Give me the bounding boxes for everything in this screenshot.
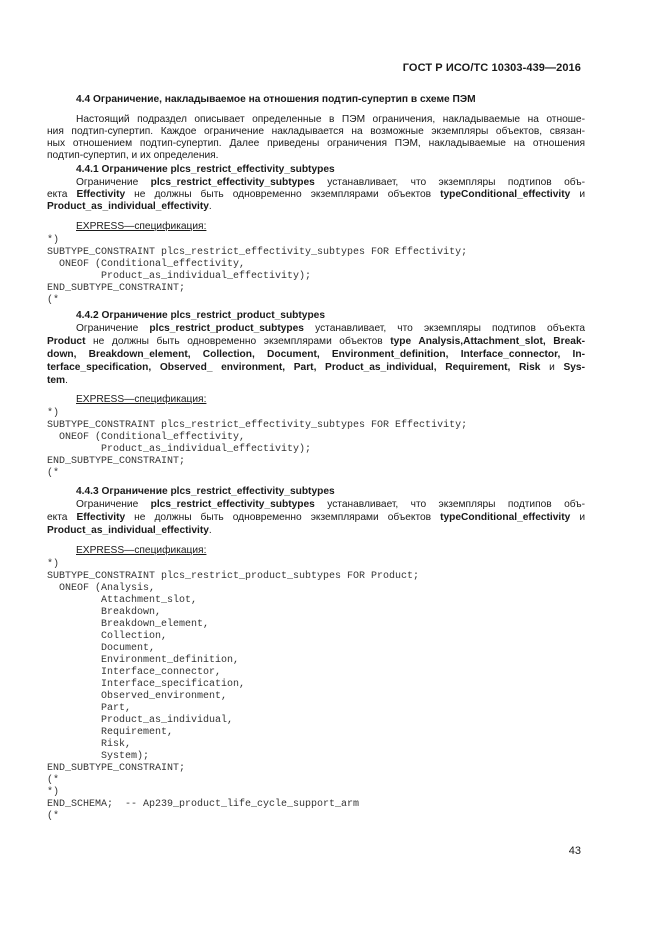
code-line: Collection,: [47, 631, 168, 642]
s3-line-2: екта Effectivity не должны быть одновременно экземплярами объектов typeConditional_effectivity и: [47, 512, 586, 523]
s3-line-1: Ограничение plcs_restrict_effectivity_subtypes устанавливает, что экземпляры подтипов объ-: [76, 499, 586, 510]
s1-line-1: Ограничение plcs_restrict_effectivity_subtypes устанавливает, что экземпляры подтипов объ-: [76, 177, 586, 188]
code-line: *): [47, 787, 60, 798]
code-line: END_SUBTYPE_CONSTRAINT;: [47, 456, 186, 467]
code-line: SUBTYPE_CONSTRAINT plcs_restrict_effectivity_subtypes FOR Effectivity;: [47, 247, 468, 258]
s3-express-label: EXPRESS—спецификация:: [76, 545, 207, 556]
s2-line-5: tem.: [47, 375, 68, 386]
s2-express-code: [47, 408, 467, 480]
subsection-title-3: 4.4.3 Ограничение plcs_restrict_effectivity_subtypes: [76, 486, 335, 497]
code-line: Interface_connector,: [47, 667, 222, 678]
code-line: Observed_environment,: [47, 691, 228, 702]
s2-line-2: Product не должны быть одновременно экземплярами объектов type Analysis,Attachment_slot, Break-: [47, 336, 586, 347]
code-line: (*: [47, 811, 60, 822]
code-line: Attachment_slot,: [47, 595, 198, 606]
code-line: Interface_specification,: [47, 679, 246, 690]
code-line: Document,: [47, 643, 156, 654]
intro-line-1: Настоящий подраздел описывает определенные в ПЭМ ограничения, накладываемые на отноше-: [76, 114, 585, 125]
code-line: Product_as_individual_effectivity);: [47, 271, 312, 282]
code-line: Product_as_individual_effectivity);: [47, 444, 312, 455]
intro-line-4: подтип-супертип, и их определения.: [47, 150, 219, 161]
subsection-title-2: 4.4.2 Ограничение plcs_restrict_product_subtypes: [76, 310, 326, 321]
page-number: 43: [568, 845, 581, 857]
code-line: Breakdown,: [47, 607, 162, 618]
s3-express-code: [47, 559, 419, 823]
code-line: System);: [47, 751, 150, 762]
s2-express-label: EXPRESS—спецификация:: [76, 394, 207, 405]
intro-line-3: ных отношением подтип-супертип. Далее приведены ограничения ПЭМ, накладываемые на отношения: [47, 138, 585, 149]
code-line: (*: [47, 295, 60, 306]
code-line: ONEOF (Conditional_effectivity,: [47, 259, 246, 270]
code-line: (*: [47, 468, 60, 479]
code-line: *): [47, 408, 60, 419]
code-line: SUBTYPE_CONSTRAINT plcs_restrict_effectivity_subtypes FOR Effectivity;: [47, 420, 468, 431]
code-line: *): [47, 235, 60, 246]
code-line: ONEOF (Analysis,: [47, 583, 156, 594]
s2-line-3: down, Breakdown_element, Collection, Document, Environment_definition, Interface_connector, In-: [47, 349, 585, 360]
code-line: Requirement,: [47, 727, 174, 738]
code-line: Environment_definition,: [47, 655, 240, 666]
standard-header: ГОСТ Р ИСО/ТС 10303-439—2016: [402, 62, 581, 74]
code-line: *): [47, 559, 60, 570]
s2-line-1: Ограничение plcs_restrict_product_subtypes устанавливает, что экземпляры подтипов объекта: [76, 323, 586, 334]
subsection-title-1: 4.4.1 Ограничение plcs_restrict_effectivity_subtypes: [76, 164, 335, 175]
code-line: END_SUBTYPE_CONSTRAINT;: [47, 763, 186, 774]
code-line: Breakdown_element,: [47, 619, 210, 630]
s1-line-3: Product_as_individual_effectivity.: [47, 201, 212, 212]
s1-express-label: EXPRESS—спецификация:: [76, 221, 207, 232]
s1-line-2: екта Effectivity не должны быть одновременно экземплярами объектов typeConditional_effectivity и: [47, 189, 586, 200]
code-line: ONEOF (Conditional_effectivity,: [47, 432, 246, 443]
code-line: Part,: [47, 703, 132, 714]
code-line: SUBTYPE_CONSTRAINT plcs_restrict_product_subtypes FOR Product;: [47, 571, 420, 582]
s2-line-4: terface_specification, Observed_ environment, Part, Product_as_individual, Requirement, Risk и Sys-: [47, 362, 585, 373]
s3-line-3: Product_as_individual_effectivity.: [47, 525, 212, 536]
s1-express-code: [47, 235, 467, 307]
code-line: Risk,: [47, 739, 132, 750]
code-line: END_SUBTYPE_CONSTRAINT;: [47, 283, 186, 294]
intro-line-2: ния подтип-супертип. Каждое ограничение накладывается на возможные экземпляры объектов, связан-: [47, 126, 585, 137]
section-title: 4.4 Ограничение, накладываемое на отношения подтип-супертип в схеме ПЭМ: [76, 94, 476, 105]
code-line: (*: [47, 775, 60, 786]
code-line: END_SCHEMA; -- Ap239_product_life_cycle_support_arm: [47, 799, 360, 810]
code-line: Product_as_individual,: [47, 715, 234, 726]
